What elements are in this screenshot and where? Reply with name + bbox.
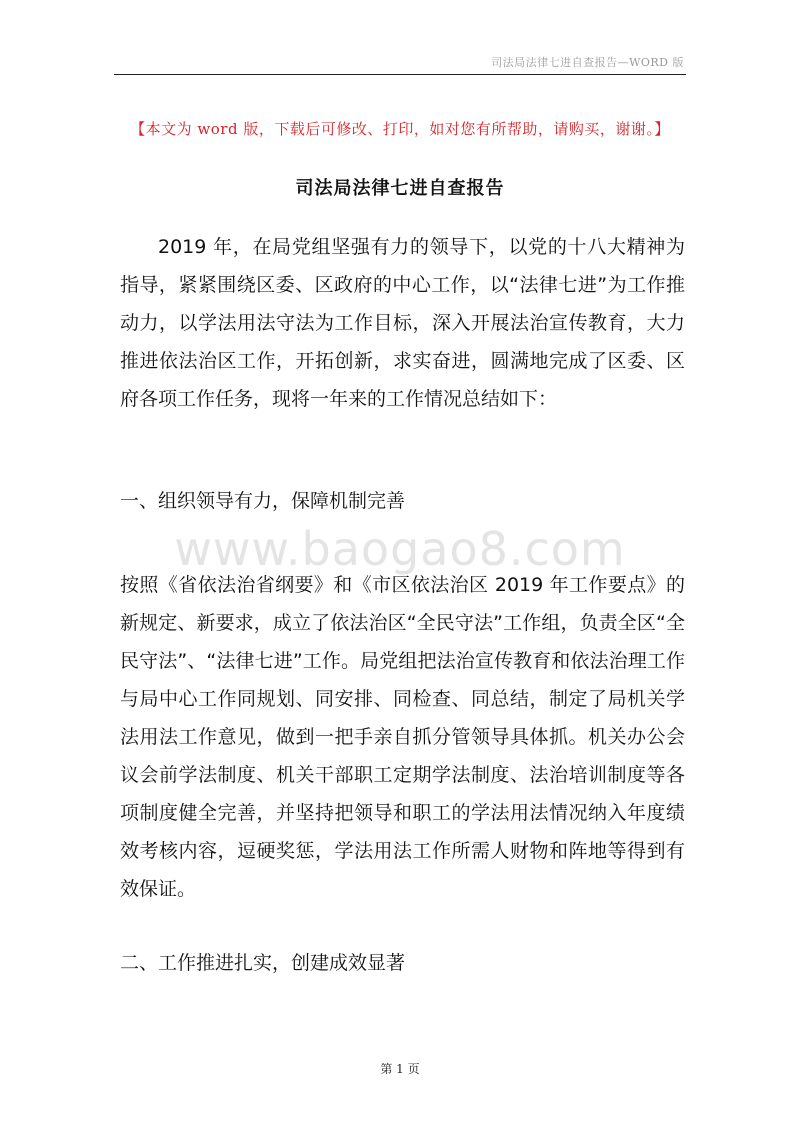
watermark: www.baogao8.com [174,522,626,576]
header-divider [114,74,686,75]
running-header: 司法局法律七进自查报告—WORD 版 [491,56,684,69]
section-1-heading: 一、组织领导有力，保障机制完善 [120,490,406,512]
document-title: 司法局法律七进自查报告 [295,178,505,199]
purchase-notice: 【本文为 word 版，下载后可修改、打印，如对您有所帮助，请购买，谢谢。】 [130,120,670,138]
intro-paragraph: 2019 年，在局党组坚强有力的领导下，以党的十八大精神为指导，紧紧围绕区委、区政府的中心工作，以“法律七进”为工作推动力，以学法用法守法为工作目标，深入开展法治宣传教育，大力推进依法治区工作，开拓创新，求实奋进，圆满地完成了区委、区府各项工作任务，现将一年来的工作情况总结如下： [120,236,685,410]
section-2-heading: 二、工作推进扎实，创建成效显著 [120,952,406,974]
page-number: 第 1 页 [380,1062,420,1076]
section-1-paragraph: 按照《省依法治省纲要》和《市区依法治区 2019 年工作要点》的新规定、新要求，成立了依法治区“全民守法”工作组，负责全区“全民守法”、“法律七进”工作。局党组把法治宣传教育和依法治理工作与局中心工作同规划、同安排、同检查、同总结，制定了局机关学法用法工作意见，做到一把手亲自抓分管领导具体抓。机关办公会议会前学法制度、机关干部职工定期学法制度、法治培训制度等各项制度健全完善，并坚持把领导和职工的学法用法情况纳入年度绩效考核内容，逗硬奖惩，学法用法工作所需人财物和阵地等得到有效保证。 [120,574,685,900]
